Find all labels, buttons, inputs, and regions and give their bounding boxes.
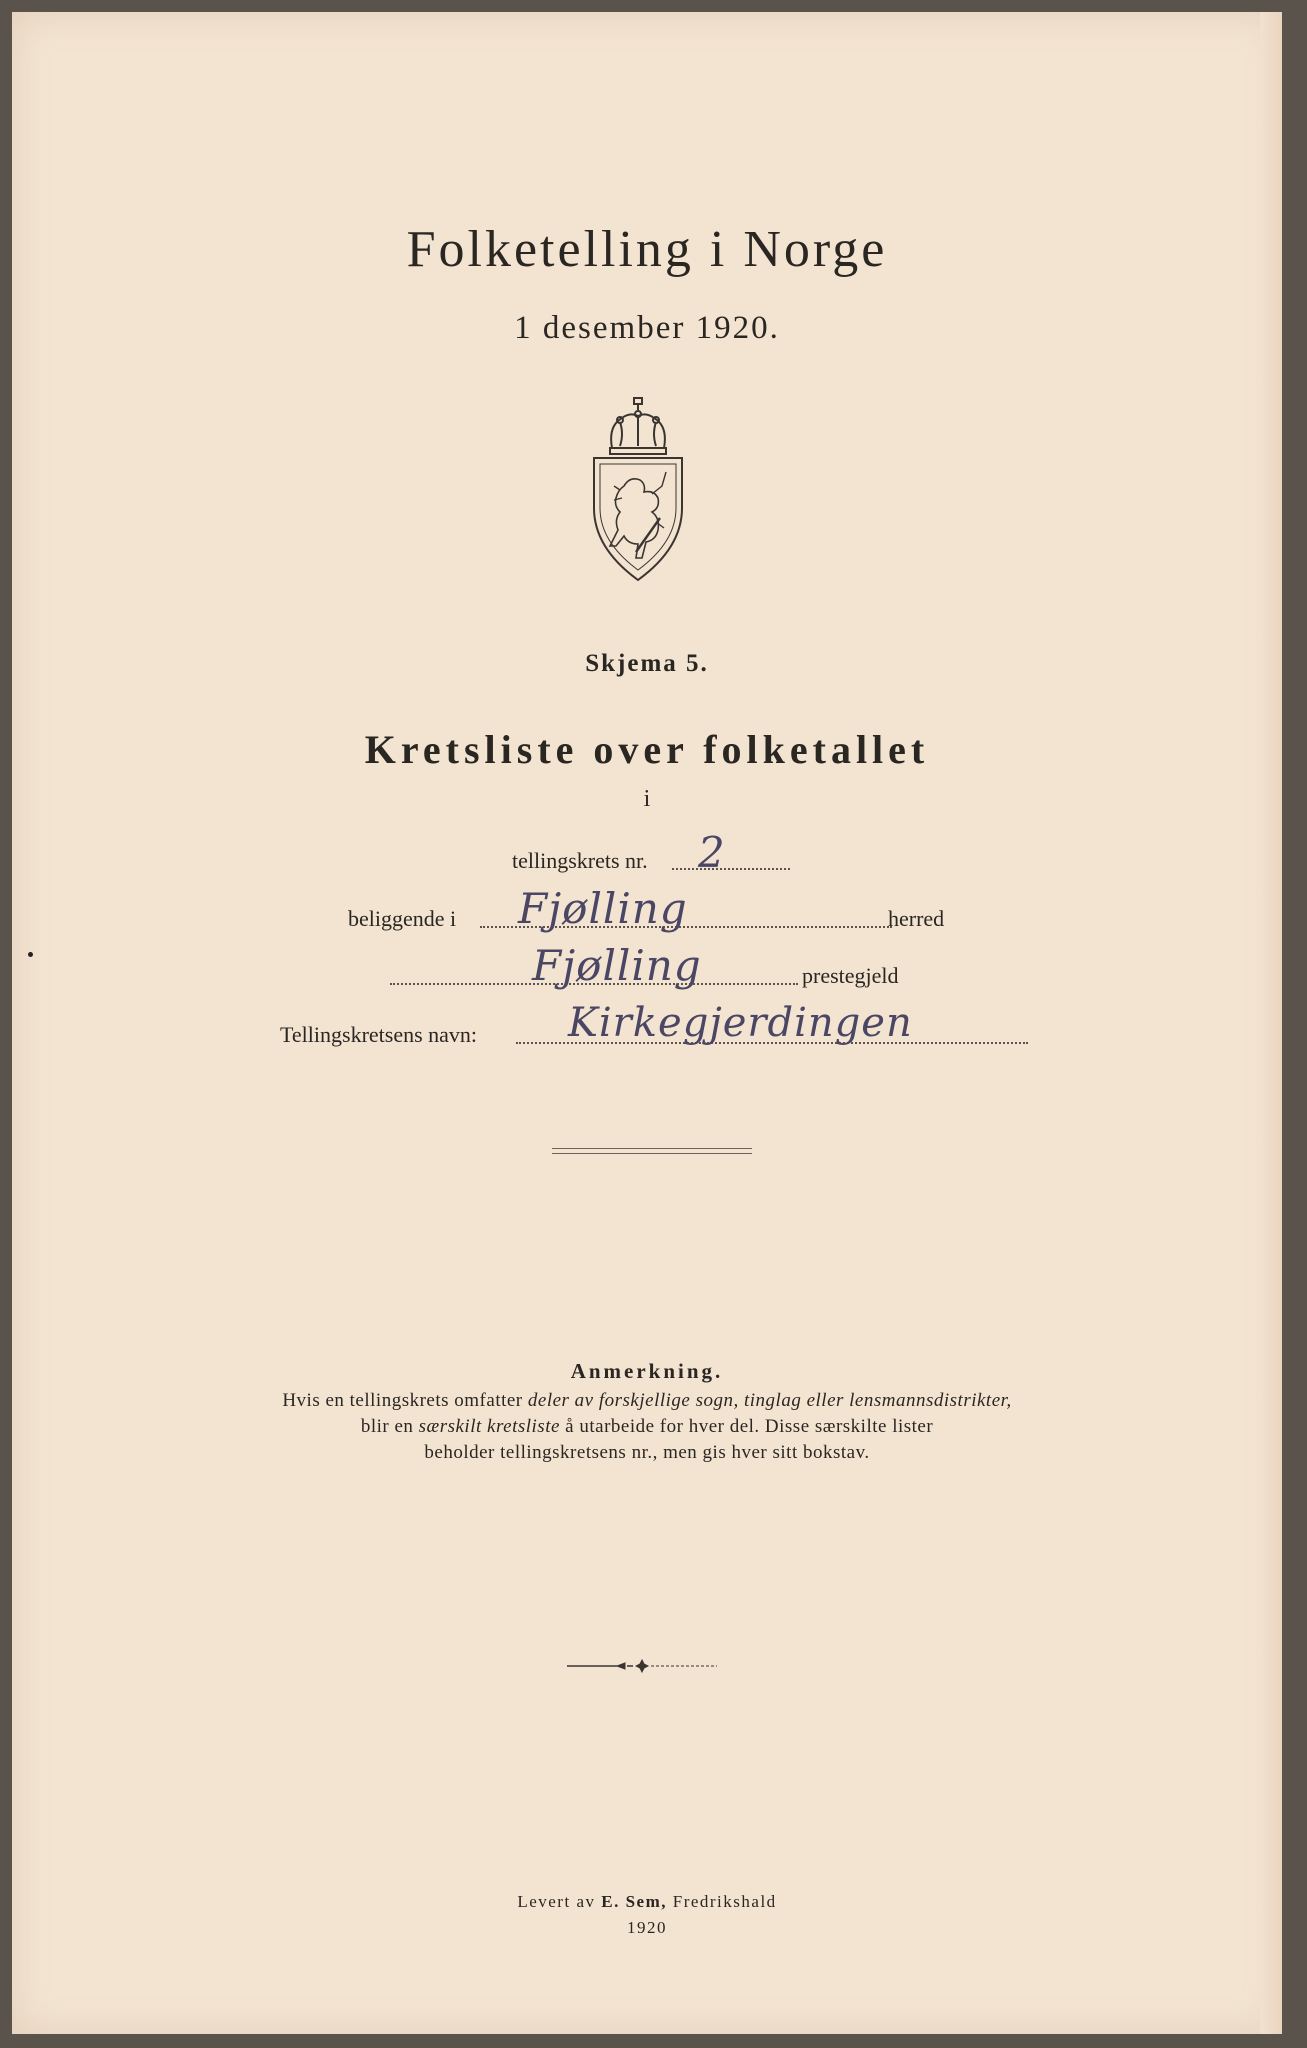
census-form-page	[12, 12, 1282, 2034]
form-heading: Kretsliste over folketallet	[364, 727, 930, 772]
krets-name-value: Kirkegjerdingen	[568, 1000, 913, 1046]
norwegian-coat-of-arms-icon	[590, 394, 686, 584]
document-title: Folketelling i Norge	[406, 221, 888, 278]
printer-name: E. Sem,	[601, 1892, 667, 1911]
printer-credit	[12, 1892, 1282, 1912]
census-date: 1 desember 1920.	[514, 310, 780, 346]
note-emphasis: særskilt kretsliste	[418, 1416, 560, 1437]
prestegjeld-value: Fjølling	[532, 941, 702, 990]
ornament-divider-icon	[567, 1659, 717, 1673]
note-line-2	[12, 1416, 1282, 1438]
krets-number-row	[12, 828, 1282, 882]
printer-text: Levert av	[517, 1892, 602, 1911]
krets-number-label: tellingskrets nr.	[512, 848, 648, 873]
herred-row	[12, 884, 1282, 940]
printer-place: Fredrikshald	[666, 1892, 777, 1911]
note-heading: Anmerkning.	[570, 1359, 724, 1383]
krets-name-row	[12, 1000, 1282, 1056]
krets-number-value: 2	[698, 828, 726, 877]
krets-name-label: Tellingskretsens navn:	[280, 1022, 478, 1047]
note-line-3: beholder tellingskretsens nr., men gis hver sitt bokstav.	[424, 1442, 870, 1463]
note-emphasis: deler av forskjellige sogn, tinglag eller lensmannsdistrikter,	[527, 1390, 1012, 1411]
prestegjeld-row	[12, 941, 1282, 997]
note-text: blir en	[360, 1416, 419, 1437]
prestegjeld-label: prestegjeld	[802, 963, 899, 988]
herred-label: herred	[888, 906, 945, 931]
note-text: å utarbeide for hver del. Disse særskilte lister	[559, 1416, 934, 1437]
divider-line	[552, 1153, 752, 1154]
divider-line	[552, 1148, 752, 1149]
note-line-1	[12, 1390, 1282, 1412]
print-year: 1920	[627, 1918, 667, 1937]
note-text: Hvis en tellingskrets omfatter	[282, 1390, 528, 1411]
krets-number-line	[672, 868, 790, 870]
preposition: i	[643, 786, 651, 812]
beliggende-label: beliggende i	[348, 906, 457, 931]
herred-value: Fjølling	[518, 884, 688, 933]
schema-number: Skjema 5.	[585, 650, 709, 677]
